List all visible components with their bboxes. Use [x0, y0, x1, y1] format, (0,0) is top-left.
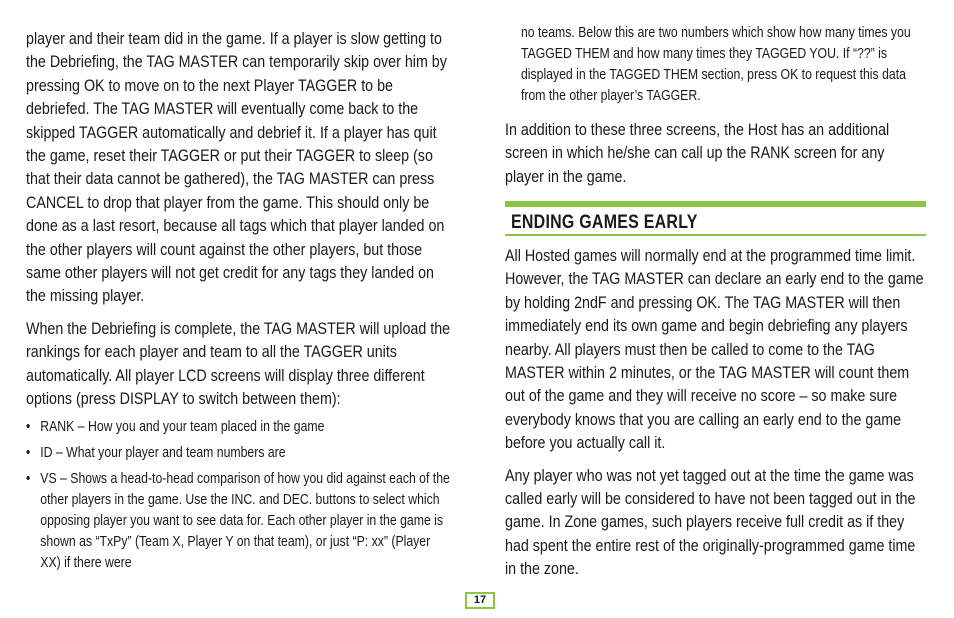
vs-option-text: VS – Shows a head-to-head comparison of how you did against each of the other players in the game. Use the INC. and DEC. buttons to select which opposing player you want to see data for. Each other player in the game is shown as “TxPy” (Team X, Player Y on that team), or just “P: xx” (Player XX) if there were	[40, 470, 450, 571]
bullet-glyph: •	[26, 418, 31, 435]
list-item	[26, 417, 450, 438]
section-heading-ending-games-early	[505, 201, 926, 235]
section-top-bar	[505, 201, 926, 207]
right-column-text	[505, 23, 927, 188]
id-option-text: ID – What your player and team numbers are	[40, 444, 286, 461]
debrief-skip-paragraph: player and their team did in the game. If a player is slow getting to the Debriefing, the TAG MASTER can temporarily skip over him by pressing OK to move on to the next Player TAGGER to be debriefed. The TAG MASTER will eventually come back to the skipped TAGGER automatically and debrief it. If a player has quit the game, reset their TAGGER or put their TAGGER to sleep (so that their data cannot be gathered), the TAG MASTER can press CANCEL to drop that player from the game. This should only be done as a last resort, because all tags which that player landed on the other players will count against the other players, but those same other players will not get credit for any tags they landed on the missing player.	[26, 29, 447, 306]
page-number: 17	[465, 592, 495, 609]
rank-option-text: RANK – How you and your team placed in the game	[40, 418, 325, 435]
right-column-lower	[505, 244, 927, 581]
right-column	[505, 0, 927, 188]
screen-options-list	[26, 417, 450, 574]
left-column-text	[26, 27, 450, 574]
section-underline	[505, 234, 926, 236]
section-title: ENDING GAMES EARLY	[511, 212, 698, 233]
right-column-lower-text	[505, 244, 927, 581]
bullet-glyph: •	[26, 470, 31, 487]
bullet-glyph: •	[26, 444, 31, 461]
debrief-complete-paragraph: When the Debriefing is complete, the TAG MASTER will upload the rankings for each player and team to all the TAGGER units automatically. All player LCD screens will display three different options (press DISPLAY to switch between them):	[26, 318, 451, 409]
vs-option-continuation: no teams. Below this are two numbers which show how many times you TAGGED THEM and how many times they TAGGED YOU. If “??” is displayed in the TAGGED THEM section, press OK to request this data from the other player’s TAGGER.	[520, 25, 911, 104]
list-item	[26, 443, 450, 464]
host-rank-paragraph: In addition to these three screens, the Host has an additional screen in which he/she can call up the RANK screen for any player in the game.	[505, 120, 890, 186]
left-column	[26, 0, 450, 579]
list-item	[26, 469, 450, 574]
tagged-out-paragraph: Any player who was not yet tagged out at the time the game was called early will be considered to have not been tagged out in the game. In Zone games, such players receive full credit as if they had spent the entire rest of the originally-programmed game time in the zone.	[505, 465, 916, 579]
early-end-paragraph: All Hosted games will normally end at the programmed time limit. However, the TAG MASTER can declare an early end to the game by holding 2ndF and pressing OK. The TAG MASTER will then immediately end its own game and begin debriefing any players nearby. All players must then be called to come to the TAG MASTER within 2 minutes, or the TAG MASTER will count them out of the game and they will receive no score – so make sure everybody knows that you are calling an early end to the game before you actually call it.	[505, 246, 924, 453]
